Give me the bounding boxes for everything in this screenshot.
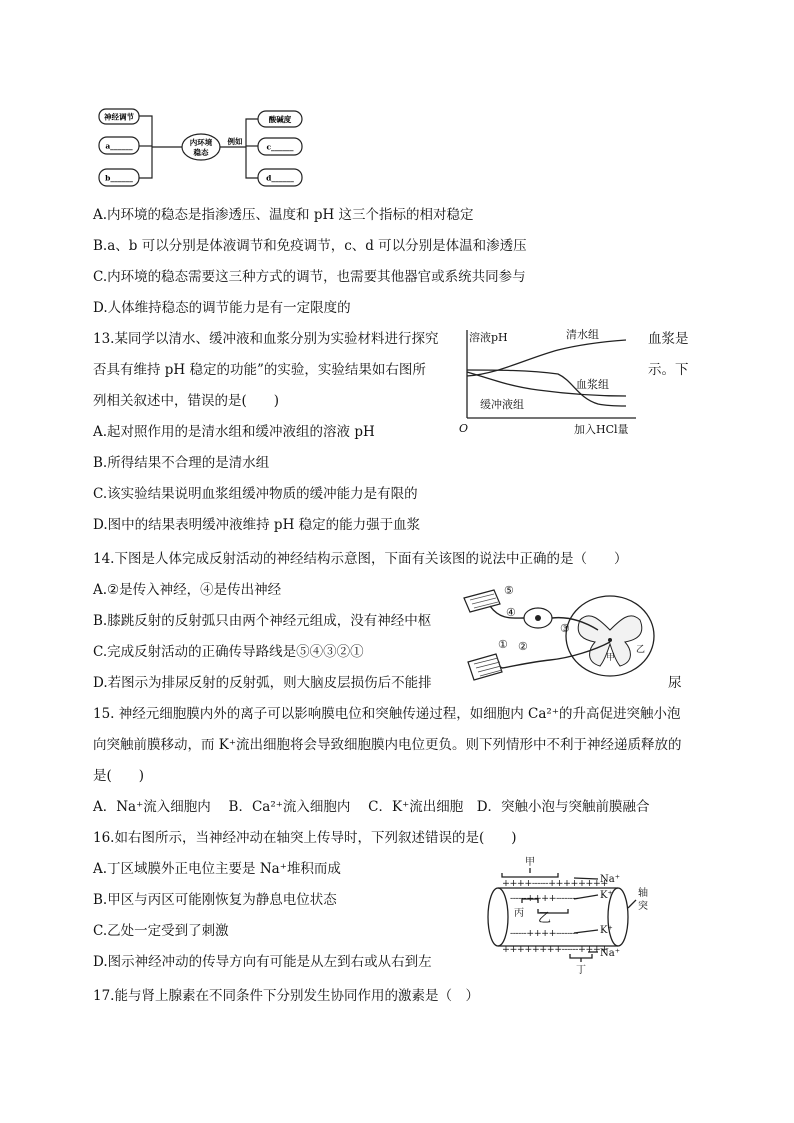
q13-stem-line1b: 血浆是 (648, 331, 689, 347)
reflex-arc-diagram (460, 580, 660, 684)
q16-option-a: A.丁区域膜外正电位主要是 Na⁺堆积而成 (93, 861, 341, 877)
indicator-c: c______ (266, 142, 294, 152)
q15-stem-line3: 是( ) (93, 768, 145, 784)
axon-label-2: 突 (638, 901, 648, 912)
q15-options: A．Na⁺流入细胞内 B．Ca²⁺流入细胞内 C．K⁺流出细胞 D．突触小泡与突触前膜融合 (93, 799, 650, 815)
q12-option-a: A.内环境的稳态是指渗透压、温度和 pH 这三个指标的相对稳定 (93, 207, 474, 223)
x-axis-label: 加入HCl量 (574, 423, 629, 436)
example-label: 例如 (227, 137, 243, 146)
q13-option-b: B.所得结果不合理的是清水组 (93, 455, 270, 471)
q16-option-b: B.甲区与丙区可能刚恢复为静息电位状态 (93, 892, 337, 908)
region-ding: 丁 (576, 965, 586, 976)
q12-option-d: D.人体维持稳态的调节能力是有一定限度的 (93, 300, 351, 316)
label-5: ⑤ (504, 584, 514, 597)
indicator-ph: 酸碱度 (268, 115, 292, 124)
top-inside-charges: ------++++-------- (510, 893, 578, 904)
q13-stem-line2b: 示。下 (648, 362, 689, 378)
bottom-outside-charges: ++++++++------++++ (502, 944, 608, 955)
label-water: 清水组 (566, 328, 599, 341)
region-yi: 乙 (538, 911, 552, 926)
q13-option-c: C.该实验结果说明血浆组缓冲物质的缓冲能力是有限的 (93, 486, 418, 502)
homeostasis-diagram (96, 108, 312, 190)
label-jia: 甲 (606, 653, 616, 663)
q15-stem-line1: 15. 神经元细胞膜内外的离子可以影响膜电位和突触传递过程，如细胞内 Ca²⁺的升高促进突触小泡 (93, 706, 681, 722)
label-3: ③ (560, 622, 570, 635)
q12-option-c: C.内环境的稳态需要这三种方式的调节，也需要其他器官或系统共同参与 (93, 269, 526, 285)
label-plasma: 血浆组 (576, 378, 609, 391)
q14-option-d-2: 尿 (668, 675, 682, 691)
q16-option-c: C.乙处一定受到了刺激 (93, 923, 229, 939)
q13-stem-line1a: 13.某同学以清水、缓冲液和血浆分别为实验材料进行探究 (93, 331, 439, 347)
y-axis-label: 溶液pH (469, 331, 508, 344)
label-2: ② (518, 640, 528, 653)
axon-label-1: 轴 (638, 888, 648, 899)
ph-chart (458, 326, 640, 438)
bottom-inside-charges: ------++++-------- (510, 928, 578, 939)
q13-stem-line3: 列相关叙述中，错误的是( ) (93, 393, 280, 409)
q15-stem-line2: 向突触前膜移动，而 K⁺流出细胞将会导致细胞膜内电位更负。则下列情形中不利于神经递质释放的 (93, 737, 682, 753)
na-label-top: Na⁺ (600, 874, 620, 885)
k-label-top: K⁺ (600, 890, 613, 901)
q16-stem: 16.如右图所示，当神经冲动在轴突上传导时，下列叙述错误的是( ) (93, 830, 517, 846)
label-4: ④ (506, 606, 516, 619)
label-1: ① (498, 638, 508, 651)
q13-option-a: A.起对照作用的是清水组和缓冲液组的溶液 pH (93, 424, 375, 440)
k-label-bottom: K⁺ (600, 925, 613, 936)
top-outside-charges: ++++------++++++++ (502, 878, 608, 889)
q13-option-d: D.图中的结果表明缓冲液维持 pH 稳定的能力强于血浆 (93, 517, 421, 533)
label-buffer: 缓冲液组 (480, 398, 524, 411)
region-bing: 丙 (514, 908, 524, 919)
q12-option-b: B.a、b 可以分别是体液调节和免疫调节，c、d 可以分别是体温和渗透压 (93, 238, 527, 254)
q14-option-b: B.膝跳反射的反射弧只由两个神经元组成，没有神经中枢 (93, 613, 432, 629)
q16-option-d: D.图示神经冲动的传导方向有可能是从左到右或从右到左 (93, 954, 432, 970)
q17-stem: 17.能与肾上腺素在不同条件下分别发生协同作用的激素是（ ） (93, 988, 479, 1004)
q14-option-a: A.②是传入神经，④是传出神经 (93, 582, 282, 598)
region-jia: 甲 (525, 857, 535, 868)
origin-label: O (459, 422, 469, 435)
homeostasis-label-2: 稳态 (193, 148, 209, 157)
axon-left-end (488, 888, 508, 946)
q13-stem-line2a: 否具有维持 pH 稳定的功能”的实验，实验结果如右图所 (93, 362, 426, 378)
regulation-b: b______ (105, 173, 133, 183)
homeostasis-label-1: 内环境 (189, 138, 213, 147)
indicator-d: d______ (266, 173, 294, 183)
q14-option-d-1: D.若图示为排尿反射的反射弧，则大脑皮层损伤后不能排 (93, 675, 432, 691)
q14-option-c: C.完成反射活动的正确传导路线是⑤④③②① (93, 644, 364, 660)
label-yi: 乙 (636, 645, 646, 655)
axon-diagram (478, 852, 680, 982)
na-label-bottom: Na⁺ (600, 948, 620, 959)
regulation-a: a______ (105, 141, 133, 151)
q14-stem: 14.下图是人体完成反射活动的神经结构示意图，下面有关该图的说法中正确的是（ ） (93, 551, 628, 567)
skin-receptor (464, 590, 500, 612)
regulation-nervous: 神经调节 (104, 112, 134, 122)
